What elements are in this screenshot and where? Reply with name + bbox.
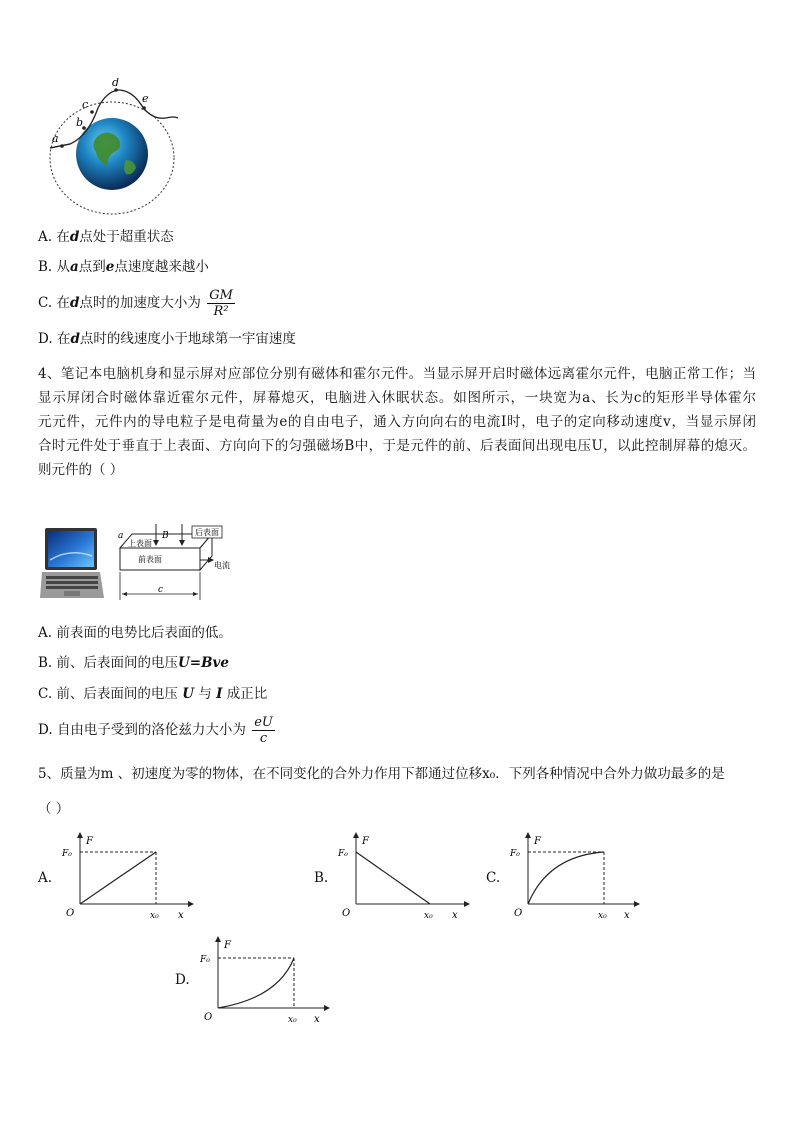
svg-text:F₀: F₀ [338, 849, 348, 859]
svg-text:x: x [314, 1014, 320, 1025]
q4-option-d: D. 自由电子受到的洛伦兹力大小为 $\frac{eU}{c}$ [38, 715, 273, 746]
label-a: a [52, 132, 59, 145]
svg-text:O: O [342, 908, 351, 919]
svg-text:x₀: x₀ [150, 911, 159, 921]
q4-line-5: 则元件的（ ） [38, 462, 124, 478]
earth-icon [76, 118, 148, 190]
svg-text:F₀: F₀ [62, 849, 72, 859]
q3-option-c: C. 在d点时的加速度大小为 $\frac{GM}{\text{R²}}$ [38, 288, 233, 319]
label-top-surface: 上表面 [128, 539, 152, 548]
q5-option-b-label: B. [314, 870, 329, 886]
q5-graph-b [338, 830, 472, 922]
force-curve [218, 958, 294, 1008]
svg-text:F: F [362, 836, 369, 847]
force-line [80, 852, 156, 904]
q4-line-1: 4、笔记本电脑机身和显示屏对应部位分别有磁体和霍尔元件。当显示屏开启时磁体远离霍尔元件，电脑正常工作；当 [38, 366, 756, 382]
svg-text:x: x [624, 910, 630, 921]
q5-option-d-label: D. [175, 972, 190, 988]
force-curve [528, 852, 604, 904]
hall-element-figure [112, 524, 234, 604]
q5-option-a-label: A. [38, 870, 53, 886]
label-c: c [82, 98, 89, 111]
label-a-width: a [118, 531, 124, 541]
svg-text:x₀: x₀ [288, 1015, 297, 1025]
q5-graph-c [508, 830, 642, 922]
fraction-gm-r2: $\frac{GM}{\text{R²}}$ [209, 288, 233, 319]
svg-text:O: O [514, 908, 523, 919]
q4-line-2: 显示屏闭合时磁体靠近霍尔元件，屏幕熄灭，电脑进入休眠状态。如图所示，一块宽为a、长为c的矩形半导体霍尔 [38, 390, 756, 406]
svg-text:F: F [224, 940, 231, 951]
q4-line-4: 合时元件处于垂直于上表面、方向向下的匀强磁场B中，于是元件的前、后表面间出现电压U，以此控制屏幕的熄灭。 [38, 438, 756, 454]
q4-line-3: 元元件，元件内的导电粒子是电荷量为e的自由电子，通入方向向右的电流I时，电子的定向移动速度v，当显示屏闭 [38, 414, 756, 430]
label-B: B [162, 531, 169, 541]
svg-text:F: F [534, 836, 541, 847]
q5-option-c-label: C. [486, 870, 501, 886]
svg-text:F: F [86, 836, 93, 847]
label-d: d [112, 78, 120, 89]
q3-option-b: B. 从a点到e点速度越来越小 [38, 259, 209, 275]
label-front-surface: 前表面 [138, 555, 162, 564]
q5-graph-a [60, 830, 194, 922]
svg-text:F₀: F₀ [510, 849, 520, 859]
fraction-eu-c: $\frac{eU}{c}$ [254, 715, 273, 746]
label-c-length: c [158, 585, 164, 595]
label-current: 电流 [214, 561, 230, 570]
q3-option-a: A. 在d点处于超重状态 [38, 229, 174, 245]
q5-stem-line-2: （ ） [38, 801, 70, 817]
q5-graph-d [198, 934, 332, 1026]
label-b: b [76, 116, 84, 129]
force-line [356, 852, 430, 904]
q5-stem-line-1: 5、质量为m 、初速度为零的物体，在不同变化的合外力作用下都通过位移x₀．下列各种情况中合外力做功最多的是 [38, 766, 725, 782]
q4-stem [38, 362, 756, 482]
q3-option-d: D. 在d点时的线速度小于地球第一宇宙速度 [38, 331, 296, 347]
earth-orbit-figure [40, 78, 190, 218]
svg-text:O: O [66, 908, 75, 919]
label-back-surface: 后表面 [195, 528, 219, 537]
svg-text:x₀: x₀ [424, 911, 433, 921]
laptop-icon [40, 526, 104, 602]
svg-text:x: x [178, 910, 184, 921]
q4-option-b: B. 前、后表面间的电压U=Bve [38, 655, 229, 671]
label-e: e [142, 92, 149, 105]
q4-option-a: A. 前表面的电势比后表面的低。 [38, 625, 232, 641]
svg-text:O: O [204, 1012, 213, 1023]
svg-text:x: x [452, 910, 458, 921]
q4-option-c: C. 前、后表面间的电压 U 与 I 成正比 [38, 686, 268, 702]
svg-text:F₀: F₀ [200, 955, 210, 965]
svg-text:x₀: x₀ [598, 911, 607, 921]
